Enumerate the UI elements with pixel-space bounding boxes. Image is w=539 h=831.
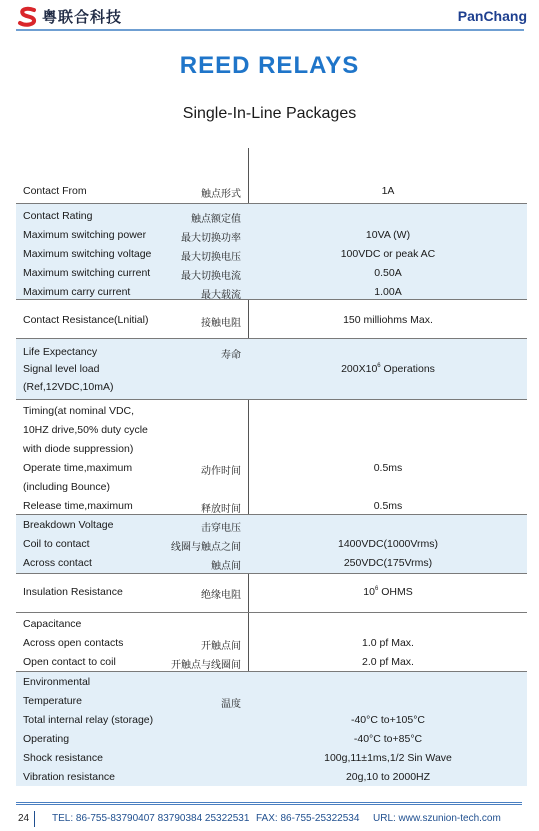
spec-label: Shock resistance — [23, 752, 103, 764]
footer-divider — [16, 802, 522, 803]
spec-row — [16, 478, 527, 496]
spec-label: 10HZ drive,50% duty cycle — [23, 424, 148, 436]
spec-label-cn: 触点额定值 — [191, 214, 241, 225]
spec-row — [16, 182, 527, 200]
spec-row — [16, 692, 527, 710]
spec-label: Across open contacts — [23, 637, 124, 649]
value-unit: OHMS — [378, 586, 413, 598]
value-base: 200X10 — [341, 363, 378, 375]
spec-label: Maximum switching current — [23, 267, 151, 279]
spec-label-cn: 最大切换电流 — [181, 271, 241, 282]
spec-value: 1.0 pf Max. — [362, 637, 414, 649]
spec-label-cn: 击穿电压 — [201, 523, 241, 534]
value-exponent: 6 — [377, 363, 381, 369]
spec-row — [16, 615, 527, 633]
spec-label-cn: 触点形式 — [201, 189, 241, 200]
spec-row — [16, 711, 527, 729]
brand-name: PanChang — [457, 8, 527, 24]
value-exponent: 6 — [374, 586, 379, 592]
spec-value: 1.00A — [374, 286, 402, 298]
spec-value: 0.5ms — [373, 462, 403, 474]
spec-row — [16, 226, 527, 244]
spec-value: 0.5ms — [373, 500, 403, 512]
spec-label: Release time,maximum — [23, 500, 133, 512]
spec-label-cn: 最大载流 — [201, 290, 241, 301]
spec-row — [16, 554, 527, 572]
spec-label: Temperature — [23, 695, 82, 707]
spec-row — [16, 516, 527, 534]
value-base: 10 — [363, 586, 375, 598]
footer-divider — [16, 804, 522, 805]
page-header — [0, 0, 539, 30]
spec-label: Capacitance — [23, 618, 82, 630]
spec-label: Environmental — [23, 676, 91, 688]
spec-label: Across contact — [23, 557, 92, 569]
spec-row — [16, 283, 527, 301]
spec-block-timing — [16, 400, 527, 515]
spec-value: 10VA (W) — [365, 229, 411, 241]
spec-label-cn: 开触点间 — [201, 641, 241, 652]
spec-row — [16, 583, 527, 601]
spec-label: Maximum switching power — [23, 229, 147, 241]
value-unit: Operations — [380, 363, 435, 375]
spec-label-cn: 触点间 — [211, 561, 241, 572]
spec-row — [16, 402, 527, 420]
spec-label-cn: 线圈与触点之间 — [171, 542, 241, 553]
spec-row — [16, 311, 527, 329]
spec-value: 1400VDC(1000Vrms) — [338, 538, 438, 550]
footer-url[interactable]: URL: www.szunion-tech.com — [373, 813, 501, 824]
spec-row — [16, 459, 527, 477]
spec-label-cn: 绝缘电阻 — [201, 590, 241, 601]
spec-label: Coil to contact — [23, 538, 90, 550]
spec-row — [16, 440, 527, 458]
spec-value: 100g,11±1ms,1/2 Sin Wave — [324, 752, 452, 764]
footer-fax: FAX: 86-755-25322534 — [256, 813, 360, 824]
spec-row — [16, 634, 527, 652]
spec-row — [16, 207, 527, 225]
spec-value: 150 milliohms Max. — [343, 314, 433, 326]
spec-label: Operate time,maximum — [23, 462, 133, 474]
spec-label-cn: 释放时间 — [201, 504, 241, 515]
spec-label: Signal level load — [23, 363, 100, 375]
spec-block-environmental — [16, 672, 527, 786]
company-name: 粤联合科技 — [42, 8, 123, 26]
spec-label: Timing(at nominal VDC, — [23, 405, 135, 417]
spec-label: Contact From — [23, 185, 87, 197]
spec-value: 0.50A — [374, 267, 402, 279]
page-subtitle: Single-In-Line Packages — [182, 105, 357, 122]
spec-label-cn: 最大切换电压 — [181, 252, 241, 263]
spec-block-breakdown-voltage — [16, 515, 527, 574]
spec-value: 250VDC(175Vrms) — [343, 557, 433, 569]
spec-row — [16, 264, 527, 282]
spec-label: Insulation Resistance — [23, 586, 123, 598]
spec-label: Open contact to coil — [23, 656, 116, 668]
spec-row — [16, 535, 527, 553]
spec-block-contact-rating — [16, 204, 527, 300]
spec-block-contact-from — [16, 180, 527, 204]
spec-row — [16, 360, 527, 378]
spec-row — [16, 673, 527, 691]
spec-value: -40°C to+85°C — [353, 733, 423, 745]
page-number: 24 — [18, 813, 30, 824]
spec-label: Maximum carry current — [23, 286, 131, 298]
spec-label-cn: 温度 — [221, 699, 241, 710]
spec-row — [16, 378, 527, 396]
spec-row — [16, 421, 527, 439]
spec-row — [16, 653, 527, 671]
spec-block-insulation-resistance — [16, 574, 527, 613]
spec-label-cn: 开触点与线圈间 — [171, 660, 241, 671]
spec-label-cn: 寿命 — [221, 350, 241, 361]
spec-row — [16, 497, 527, 515]
spec-label: Vibration resistance — [23, 771, 116, 783]
header-divider — [16, 29, 524, 31]
page-title: REED RELAYS — [179, 52, 360, 79]
spec-block-life-expectancy — [16, 339, 527, 400]
spec-label: Total internal relay (storage) — [23, 714, 154, 726]
spec-value: 20g,10 to 2000HZ — [345, 771, 431, 783]
spec-value — [249, 363, 527, 375]
footer-separator — [34, 811, 35, 827]
spec-label-cn: 动作时间 — [201, 466, 241, 477]
spec-label: Operating — [23, 733, 70, 745]
spec-row — [16, 768, 527, 786]
spec-label: with diode suppression) — [23, 443, 134, 455]
spec-label: Breakdown Voltage — [23, 519, 114, 531]
spec-row — [16, 245, 527, 263]
spec-row — [16, 730, 527, 748]
spec-label: Contact Rating — [23, 210, 93, 222]
spec-label-cn: 最大切换功率 — [181, 233, 241, 244]
spec-value: -40°C to+105°C — [350, 714, 426, 726]
spec-label: Contact Resistance(Lnitial) — [23, 314, 149, 326]
spec-block-capacitance — [16, 613, 527, 672]
spec-block-contact-resistance — [16, 300, 527, 339]
spec-value: 2.0 pf Max. — [362, 656, 414, 668]
spec-row — [16, 343, 527, 361]
spec-label: Maximum switching voltage — [23, 248, 152, 260]
spec-value: 1A — [381, 185, 395, 197]
company-logo-icon — [16, 6, 42, 28]
spec-label: (including Bounce) — [23, 481, 110, 493]
spec-label: Life Expectancy — [23, 346, 98, 358]
page-footer — [0, 813, 539, 831]
footer-tel: TEL: 86-755-83790407 83790384 25322531 — [52, 813, 250, 824]
spec-row — [16, 749, 527, 767]
spec-label: (Ref,12VDC,10mA) — [23, 381, 114, 393]
spec-value — [249, 586, 527, 598]
spec-value: 100VDC or peak AC — [340, 248, 436, 260]
spec-label-cn: 接触电阻 — [201, 318, 241, 329]
